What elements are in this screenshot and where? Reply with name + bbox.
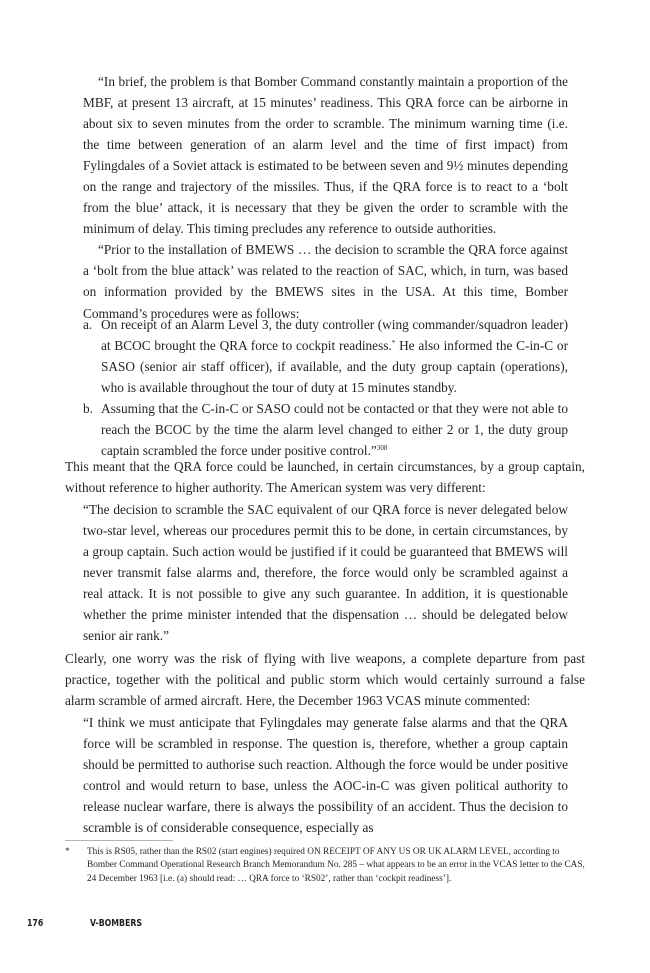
list-item-text: On receipt of an Alarm Level 3, the duty controller (wing commander/squadron leader) at BCOC brought the QRA force to cockpit readiness. (101, 317, 568, 354)
list-item-text-continued: He also informed the C-in-C or SASO (senior air staff officer), if available, and the duty group captain (operations), who is available throughout the tour of duty at 15 minutes standby. (101, 338, 568, 396)
list-item (83, 314, 568, 398)
block-quote-vcas: “I think we must anticipate that Fylingdales may generate false alarms and that the QRA force will be scrambled in response. The question is, therefore, whether a group captain should be permitted to authorise such reaction. Although the force would be under positive control and would return to base, unless the AOC-in-C was given political authority to release nuclear warfare, there is always the possibility of an accident. Thus the decision to scramble is of considerable consequence, especially as (83, 715, 568, 836)
block-quote-sac: “The decision to scramble the SAC equivalent of our QRA force is never delegated below two-star level, whereas our procedures permit this to be done, in certain circumstances, by a group captain. Such action would be justified if it could be guaranteed that BMEWS will never transmit false alarms and, therefore, the force would only be scrambled against a real attack. It is not possible to give any such guarantee. In addition, it is questionable whether the prime minister intended that the dispensation … should be delegated below senior air rank.” (83, 502, 568, 644)
quote-paragraph: “Prior to the installation of BMEWS … the decision to scramble the QRA force against a ‘bolt from the blue attack’ was related to the reaction of SAC, which, in turn, was based on information provided by the BMEWS sites in the USA. At this time, Bomber Command’s procedures were as follows: (83, 242, 568, 321)
list-item-letter: b. (83, 401, 93, 417)
page-number: 176 (27, 918, 44, 929)
running-title: V-BOMBERS (90, 918, 142, 929)
footnote-text: This is RS05, rather than the RS02 (start engines) required ON RECEIPT OF ANY US OR UK ALARM LEVEL, according to Bomber Command Operational Research Branch Memorandum No. 285 – what appears to be an error in the VCAS letter to the CAS, 24 December 1963 [i.e. (a) should read: … QRA force to ‘RS02’, rather than ‘cockpit readiness’]. (87, 847, 585, 884)
quote-paragraph: “In brief, the problem is that Bomber Command constantly maintain a proportion of the MBF, at present 13 aircraft, at 15 minutes’ readiness. This QRA force can be airborne in about six to seven minutes from the order to scramble. The minimum warning time (i.e. the time between generation of an alarm level and the time of first impact) from Fylingdales of a Soviet attack is estimated to be between seven and 9½ minutes depending on the range and trajectory of the missiles. Thus, if the QRA force is to react to a ‘bolt from the blue’ attack, it is necessary that they be given the order to scramble with the minimum of delay. This timing precludes any reference to outside authorities. (83, 74, 568, 237)
footnote-divider (65, 840, 173, 841)
endnote-reference: 308 (376, 444, 388, 453)
footnote-reference: * (391, 339, 396, 348)
body-paragraph: This meant that the QRA force could be launched, in certain circumstances, by a group captain, without reference to higher authority. The American system was very different: (65, 459, 585, 496)
list-item-text: Assuming that the C-in-C or SASO could not be contacted or that they were not able to reach the BCOC by the time the alarm level changed to either 2 or 1, the duty group captain scrambled the force under positive control.” (101, 401, 568, 459)
list-item (83, 398, 568, 461)
footnote-mark: * (65, 847, 70, 857)
block-quote-bomber-command (83, 71, 568, 324)
procedure-list (83, 314, 568, 461)
footnote (65, 846, 585, 886)
list-item-letter: a. (83, 317, 93, 332)
body-paragraph: Clearly, one worry was the risk of flying with live weapons, a complete departure from past practice, together with the political and public storm which would certainly surround a false alarm scramble of armed aircraft. Here, the December 1963 VCAS minute commented: (65, 651, 585, 709)
